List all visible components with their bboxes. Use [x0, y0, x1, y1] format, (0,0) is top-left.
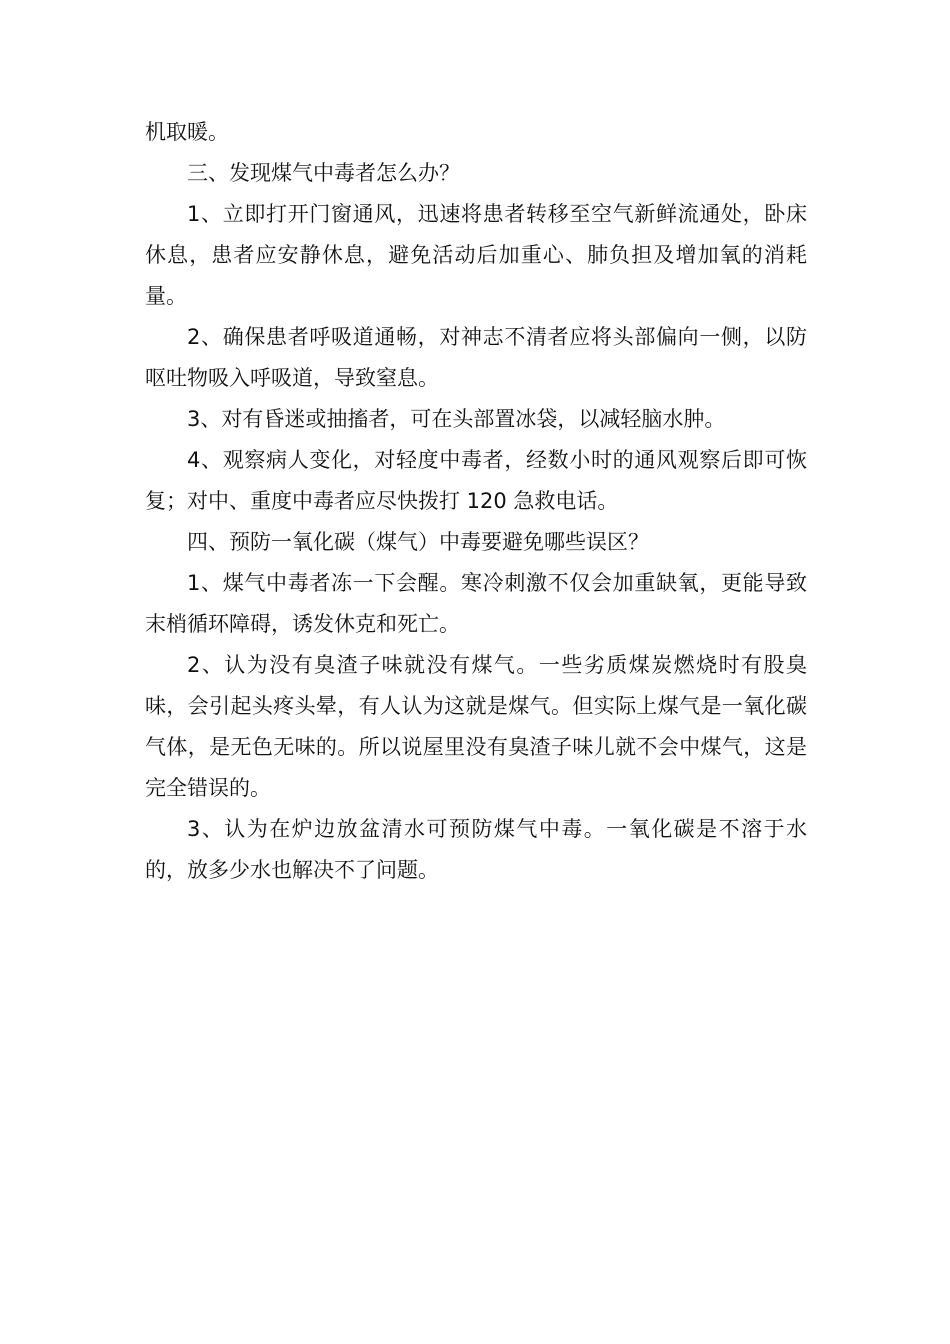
paragraph-continuation: 机取暖。	[145, 120, 229, 144]
paragraph-item: 4、观察病人变化，对轻度中毒者，经数小时的通风观察后即可恢复；对中、重度中毒者应尽快拨打 120 急救电话。	[145, 448, 807, 513]
paragraph-item: 1、煤气中毒者冻一下会醒。寒冷刺激不仅会加重缺氧，更能导致末梢循环障碍，诱发休克和死亡。	[145, 571, 807, 636]
document-body	[145, 112, 807, 891]
section-heading-3: 三、发现煤气中毒者怎么办？	[187, 161, 460, 185]
paragraph-item: 3、认为在炉边放盆清水可预防煤气中毒。一氧化碳是不溶于水的，放多少水也解决不了问题。	[145, 817, 807, 882]
section-heading-4: 四、预防一氧化碳（煤气）中毒要避免哪些误区？	[187, 530, 649, 554]
paragraph-item: 1、立即打开门窗通风，迅速将患者转移至空气新鲜流通处，卧床休息，患者应安静休息，避免活动后加重心、肺负担及增加氧的消耗量。	[145, 202, 807, 308]
paragraph-item: 3、对有昏迷或抽搐者，可在头部置冰袋，以减轻脑水肿。	[187, 407, 726, 431]
paragraph-item: 2、确保患者呼吸道通畅，对神志不清者应将头部偏向一侧，以防呕吐物吸入呼吸道，导致窒息。	[145, 325, 807, 390]
paragraph-item: 2、认为没有臭渣子味就没有煤气。一些劣质煤炭燃烧时有股臭味，会引起头疼头晕，有人认为这就是煤气。但实际上煤气是一氧化碳气体，是无色无味的。所以说屋里没有臭渣子味儿就不会中煤气，这是完全错误的。	[145, 653, 807, 800]
